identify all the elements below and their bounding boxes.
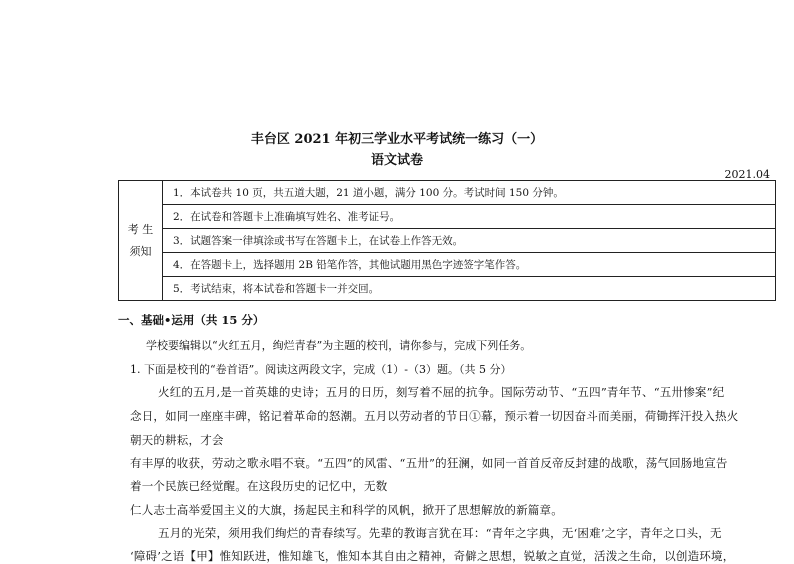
notice-rows: [163, 181, 775, 300]
passage-line: 有丰厚的收获，劳动之歌永唱不衰。“五四”的风雷、“五卅”的狂澜，如同一首首反帝反封建的战歌，荡气回肠地宣告: [130, 456, 728, 470]
passage-line: 朝天的耕耘，才会: [130, 433, 224, 447]
section-intro: 学校要编辑以“火红五月，绚烂青春”为主题的校刊，请你参与，完成下列任务。: [146, 339, 532, 352]
exam-notice-table: [118, 180, 776, 301]
page-title: 丰台区 2021 年初三学业水平考试统一练习（一）: [250, 132, 544, 147]
notice-item: 4．在答题卡上，选择题用 2B 铅笔作答，其他试题用黑色字迹签字笔作答。: [163, 253, 775, 277]
notice-label: [119, 181, 163, 300]
passage-line: 仁人志士高举爱国主义的大旗，扬起民主和科学的风帆，掀开了思想解放的新篇章。: [130, 503, 563, 517]
passage-line: 五月的光荣，须用我们绚烂的青春续写。先辈的教诲言犹在耳：“青年之字典，无‘困难’之字，青年之口头，无: [158, 526, 722, 540]
notice-item: 1．本试卷共 10 页，共五道大题，21 道小题，满分 100 分。考试时间 150 分钟。: [163, 181, 775, 205]
passage-line: ‘障碍’之语【甲】惟知跃进，惟知雄飞，惟知本其自由之精神，奇僻之思想，锐敏之直觉，活泼之生命，以创造环境，: [130, 549, 735, 563]
exam-date: 2021.04: [724, 168, 770, 181]
section-heading: 一、基础•运用（共 15 分）: [118, 313, 265, 327]
notice-label-line2: 须知: [129, 244, 152, 258]
passage-line: 着一个民族已经觉醒。在这段历史的记忆中，无数: [130, 479, 388, 493]
page-subtitle: 语文试卷: [370, 153, 423, 168]
passage-line: 火红的五月,是一首英雄的史诗；五月的日历，刻写着不屈的抗争。国际劳动节、“五四”青年节、“五卅惨案”纪: [158, 385, 725, 399]
notice-item: 5．考试结束，将本试卷和答题卡一并交回。: [173, 283, 380, 295]
notice-item: 3．试题答案一律填涂或书写在答题卡上，在试卷上作答无效。: [163, 229, 775, 253]
passage-line: 念日，如同一座座丰碑，铭记着革命的怒潮。五月以劳动者的节日①幕，预示着一切因奋斗而美丽，荷锄挥汗投入热火: [130, 409, 739, 423]
notice-item: 2．在试卷和答题卡上准确填写姓名、准考证号。: [163, 205, 775, 229]
notice-label-line1: 考 生: [127, 222, 154, 236]
question-1: 1. 下面是校刊的“卷首语”。阅读这两段文字，完成（1）-（3）题。（共 5 分）: [130, 363, 512, 376]
